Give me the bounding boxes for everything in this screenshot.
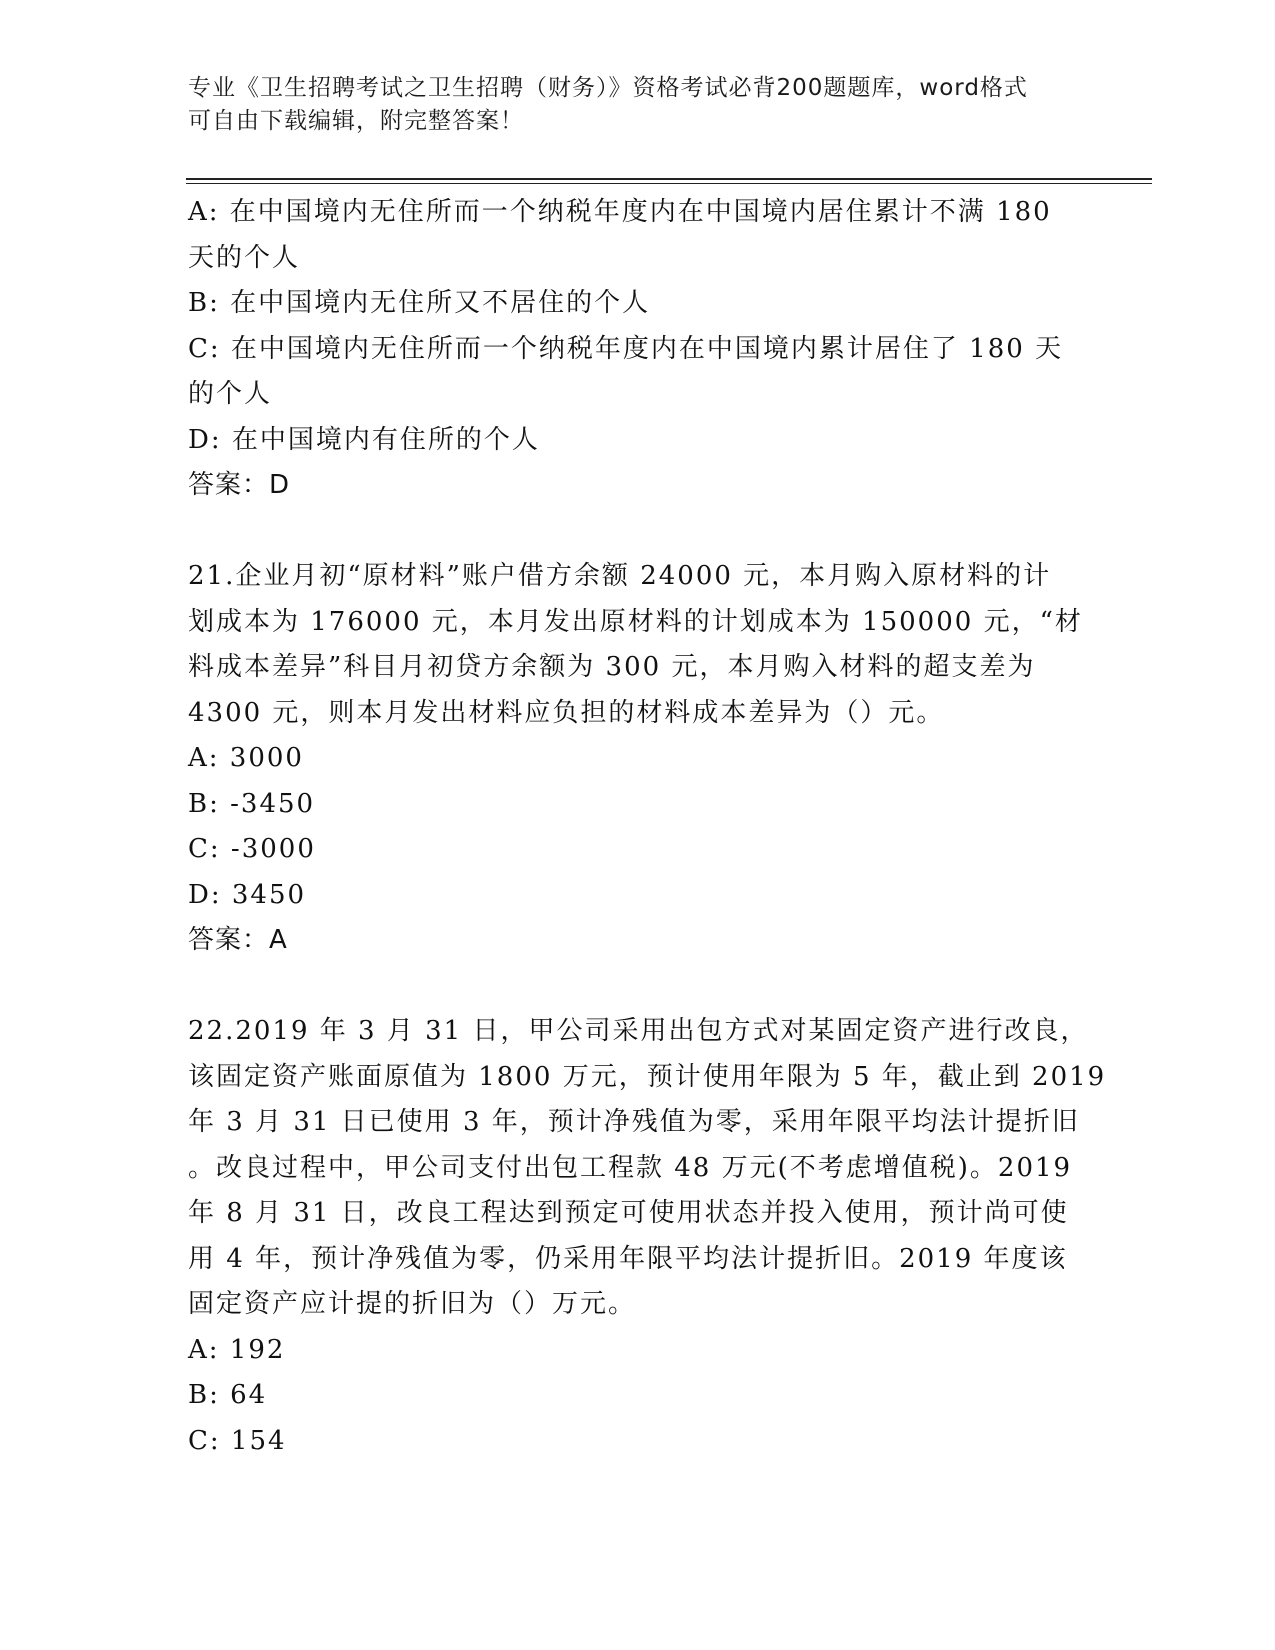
header-line-2: 可自由下载编辑，附完整答案！ [188,108,524,134]
document-header [188,72,1068,138]
question-stem-line: 料成本差异”科目月初贷方余额为 300 元，本月购入材料的超支差为 [188,652,1036,682]
question-stem-line: 22.2019 年 3 月 31 日，甲公司采用出包方式对某固定资产进行改良， [188,1016,1089,1046]
option-d: D: 3450 [188,879,307,910]
question-stem-line: 21.企业月初“原材料”账户借方余额 24000 元，本月购入原材料的计 [188,561,1052,591]
header-line-1: 专业《卫生招聘考试之卫生招聘（财务）》资格考试必背200题题库，word格式 [188,75,1028,101]
question-20-options [188,190,1088,509]
question-content [188,190,1107,1464]
option-a: A: 192 [188,1334,286,1365]
question-stem-line: 。改良过程中，甲公司支付出包工程款 48 万元(不考虑增值税)。2019 [188,1152,1073,1183]
option-b: B: -3450 [188,788,316,819]
option-c: C: 154 [188,1425,287,1456]
question-stem-line: 用 4 年，预计净残值为零，仍采用年限平均法计提折旧。2019 年度该 [188,1243,1068,1274]
header-divider-thin [186,183,1152,184]
option-d: D: 在中国境内有住所的个人 [188,424,540,455]
question-stem-line: 划成本为 176000 元，本月发出原材料的计划成本为 150000 元，“材 [188,606,1083,637]
option-b: B: 在中国境内无住所又不居住的个人 [188,288,651,318]
option-b: B: 64 [188,1380,268,1410]
question-22 [188,1009,1107,1464]
option-c-line-2: 的个人 [188,379,273,409]
option-c-line-1: C: 在中国境内无住所而一个纳税年度内在中国境内累计居住了 180 天 [188,333,1064,364]
header-divider-thick [186,178,1152,180]
question-spacer [188,509,1088,555]
question-stem-line: 年 3 月 31 日已使用 3 年，预计净残值为零，采用年限平均法计提折旧 [188,1107,1080,1137]
option-a-line-2: 天的个人 [188,242,301,273]
answer-line: 答案：A [188,925,288,955]
answer-line: 答案：D [188,470,291,500]
question-spacer [188,964,1088,1010]
option-a: A: 3000 [188,743,304,773]
question-stem-line: 该固定资产账面原值为 1800 万元，预计使用年限为 5 年，截止到 2019 [188,1061,1107,1092]
question-21 [188,554,1088,964]
option-a-line-1: A: 在中国境内无住所而一个纳税年度内在中国境内居住累计不满 180 [188,197,1052,227]
question-stem-line: 年 8 月 31 日，改良工程达到预定可使用状态并投入使用，预计尚可使 [188,1198,1069,1228]
question-stem-line: 4300 元，则本月发出材料应负担的材料成本差异为（）元。 [188,697,945,728]
question-stem-line: 固定资产应计提的折旧为（）万元。 [188,1289,637,1319]
option-c: C: -3000 [188,834,316,864]
